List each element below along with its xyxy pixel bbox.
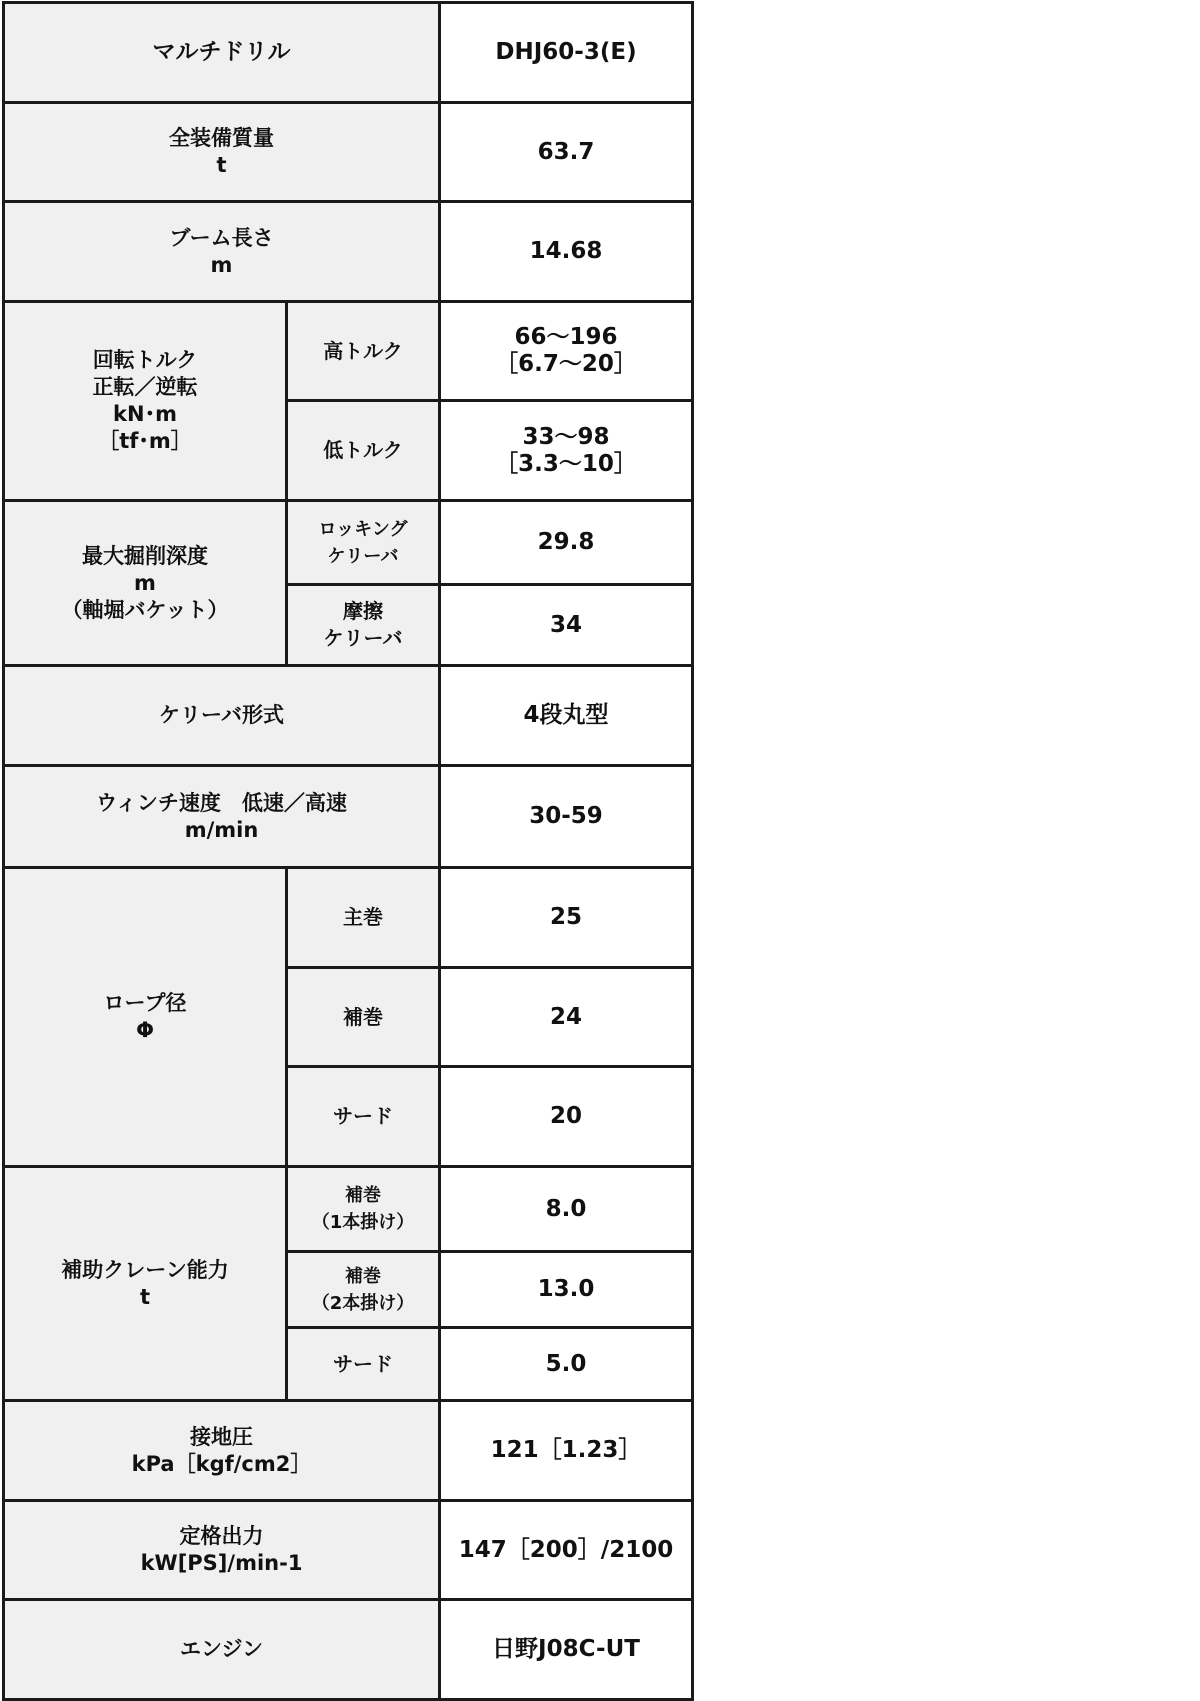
high-torque-label: 高トルク xyxy=(287,302,440,401)
table-row xyxy=(4,103,693,202)
rope-diameter-label: ロープ径 Φ xyxy=(4,868,287,1167)
low-torque-label: 低トルク xyxy=(287,401,440,501)
model-header-label: マルチドリル xyxy=(4,3,440,103)
engine-label: エンジン xyxy=(4,1600,440,1700)
friction-kelly-value: 34 xyxy=(440,585,693,666)
table-row xyxy=(4,1401,693,1501)
locking-kelly-label: ロッキング ケリーバ xyxy=(287,501,440,585)
rope-third-label: サード xyxy=(287,1067,440,1167)
ground-pressure-value: 121［1.23］ xyxy=(440,1401,693,1501)
table-row xyxy=(4,302,693,401)
crane-aux2-value: 13.0 xyxy=(440,1252,693,1328)
table-row xyxy=(4,1501,693,1600)
winch-speed-label: ウィンチ速度 低速／高速 m/min xyxy=(4,766,440,868)
model-header-value: DHJ60-3(E) xyxy=(440,3,693,103)
table-row xyxy=(4,501,693,585)
crane-aux1-label: 補巻 （1本掛け） xyxy=(287,1167,440,1252)
rated-output-label: 定格出力 kW[PS]/min-1 xyxy=(4,1501,440,1600)
table-row xyxy=(4,1167,693,1252)
table-row xyxy=(4,868,693,968)
rope-aux-label: 補巻 xyxy=(287,968,440,1067)
rated-output-value: 147［200］/2100 xyxy=(440,1501,693,1600)
high-torque-value: 66～196 ［6.7～20］ xyxy=(440,302,693,401)
crane-aux1-value: 8.0 xyxy=(440,1167,693,1252)
crane-aux2-label: 補巻 （2本掛け） xyxy=(287,1252,440,1328)
aux-crane-label: 補助クレーン能力 t xyxy=(4,1167,287,1401)
table-row xyxy=(4,766,693,868)
kelly-type-label: ケリーバ形式 xyxy=(4,666,440,766)
boom-length-label: ブーム長さ m xyxy=(4,202,440,302)
friction-kelly-label: 摩擦 ケリーバ xyxy=(287,585,440,666)
operating-weight-label: 全装備質量 t xyxy=(4,103,440,202)
table-row xyxy=(4,666,693,766)
rotation-torque-label: 回転トルク 正転／逆転 kN･m ［tf･m］ xyxy=(4,302,287,501)
engine-value: 日野J08C-UT xyxy=(440,1600,693,1700)
locking-kelly-value: 29.8 xyxy=(440,501,693,585)
rope-main-value: 25 xyxy=(440,868,693,968)
rope-aux-value: 24 xyxy=(440,968,693,1067)
table-row xyxy=(4,1600,693,1700)
crane-third-label: サード xyxy=(287,1328,440,1401)
crane-third-value: 5.0 xyxy=(440,1328,693,1401)
ground-pressure-label: 接地圧 kPa［kgf/cm2］ xyxy=(4,1401,440,1501)
kelly-type-value: 4段丸型 xyxy=(440,666,693,766)
rope-third-value: 20 xyxy=(440,1067,693,1167)
spec-table xyxy=(2,1,694,1701)
boom-length-value: 14.68 xyxy=(440,202,693,302)
table-row xyxy=(4,3,693,103)
operating-weight-value: 63.7 xyxy=(440,103,693,202)
max-depth-label: 最大掘削深度 m （軸堀バケット） xyxy=(4,501,287,666)
rope-main-label: 主巻 xyxy=(287,868,440,968)
winch-speed-value: 30-59 xyxy=(440,766,693,868)
low-torque-value: 33～98 ［3.3～10］ xyxy=(440,401,693,501)
table-row xyxy=(4,202,693,302)
